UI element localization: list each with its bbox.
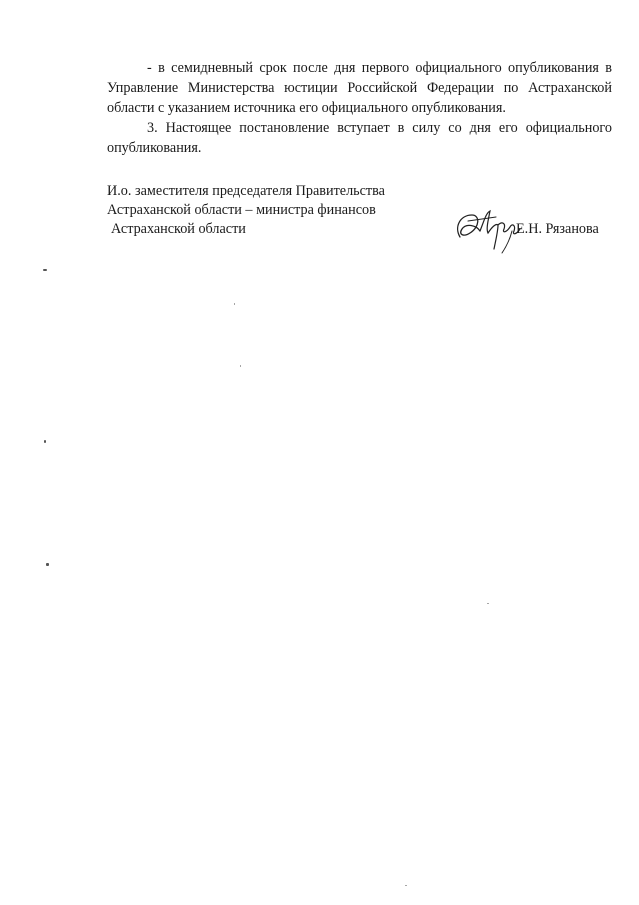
scan-speck: [46, 563, 49, 566]
scan-speck: [405, 885, 407, 886]
document-body: [107, 58, 612, 158]
scan-speck: [44, 440, 46, 443]
scan-speck: [234, 303, 235, 305]
signer-title-line: Астраханской области – министра финансов: [107, 202, 376, 218]
signer-title: [107, 182, 427, 239]
scan-speck: [43, 269, 47, 271]
scan-speck: [487, 603, 489, 604]
signature-block: [107, 182, 612, 272]
scan-speck: [240, 365, 241, 367]
paragraph-entry-into-force: 3. Настоящее постановление вступает в силу со дня его официального опубликования.: [107, 120, 612, 156]
signer-title-line: Астраханской области: [111, 221, 246, 237]
signer-title-line: И.о. заместителя председателя Правительства: [107, 183, 385, 199]
paragraph-registration-deadline: - в семидневный срок после дня первого официального опубликования в Управление Министерства юстиции Российской Федерации по Астраханской области с указанием источника его официального опубликования.: [107, 60, 612, 116]
signer-name: Е.Н. Рязанова: [516, 221, 599, 237]
